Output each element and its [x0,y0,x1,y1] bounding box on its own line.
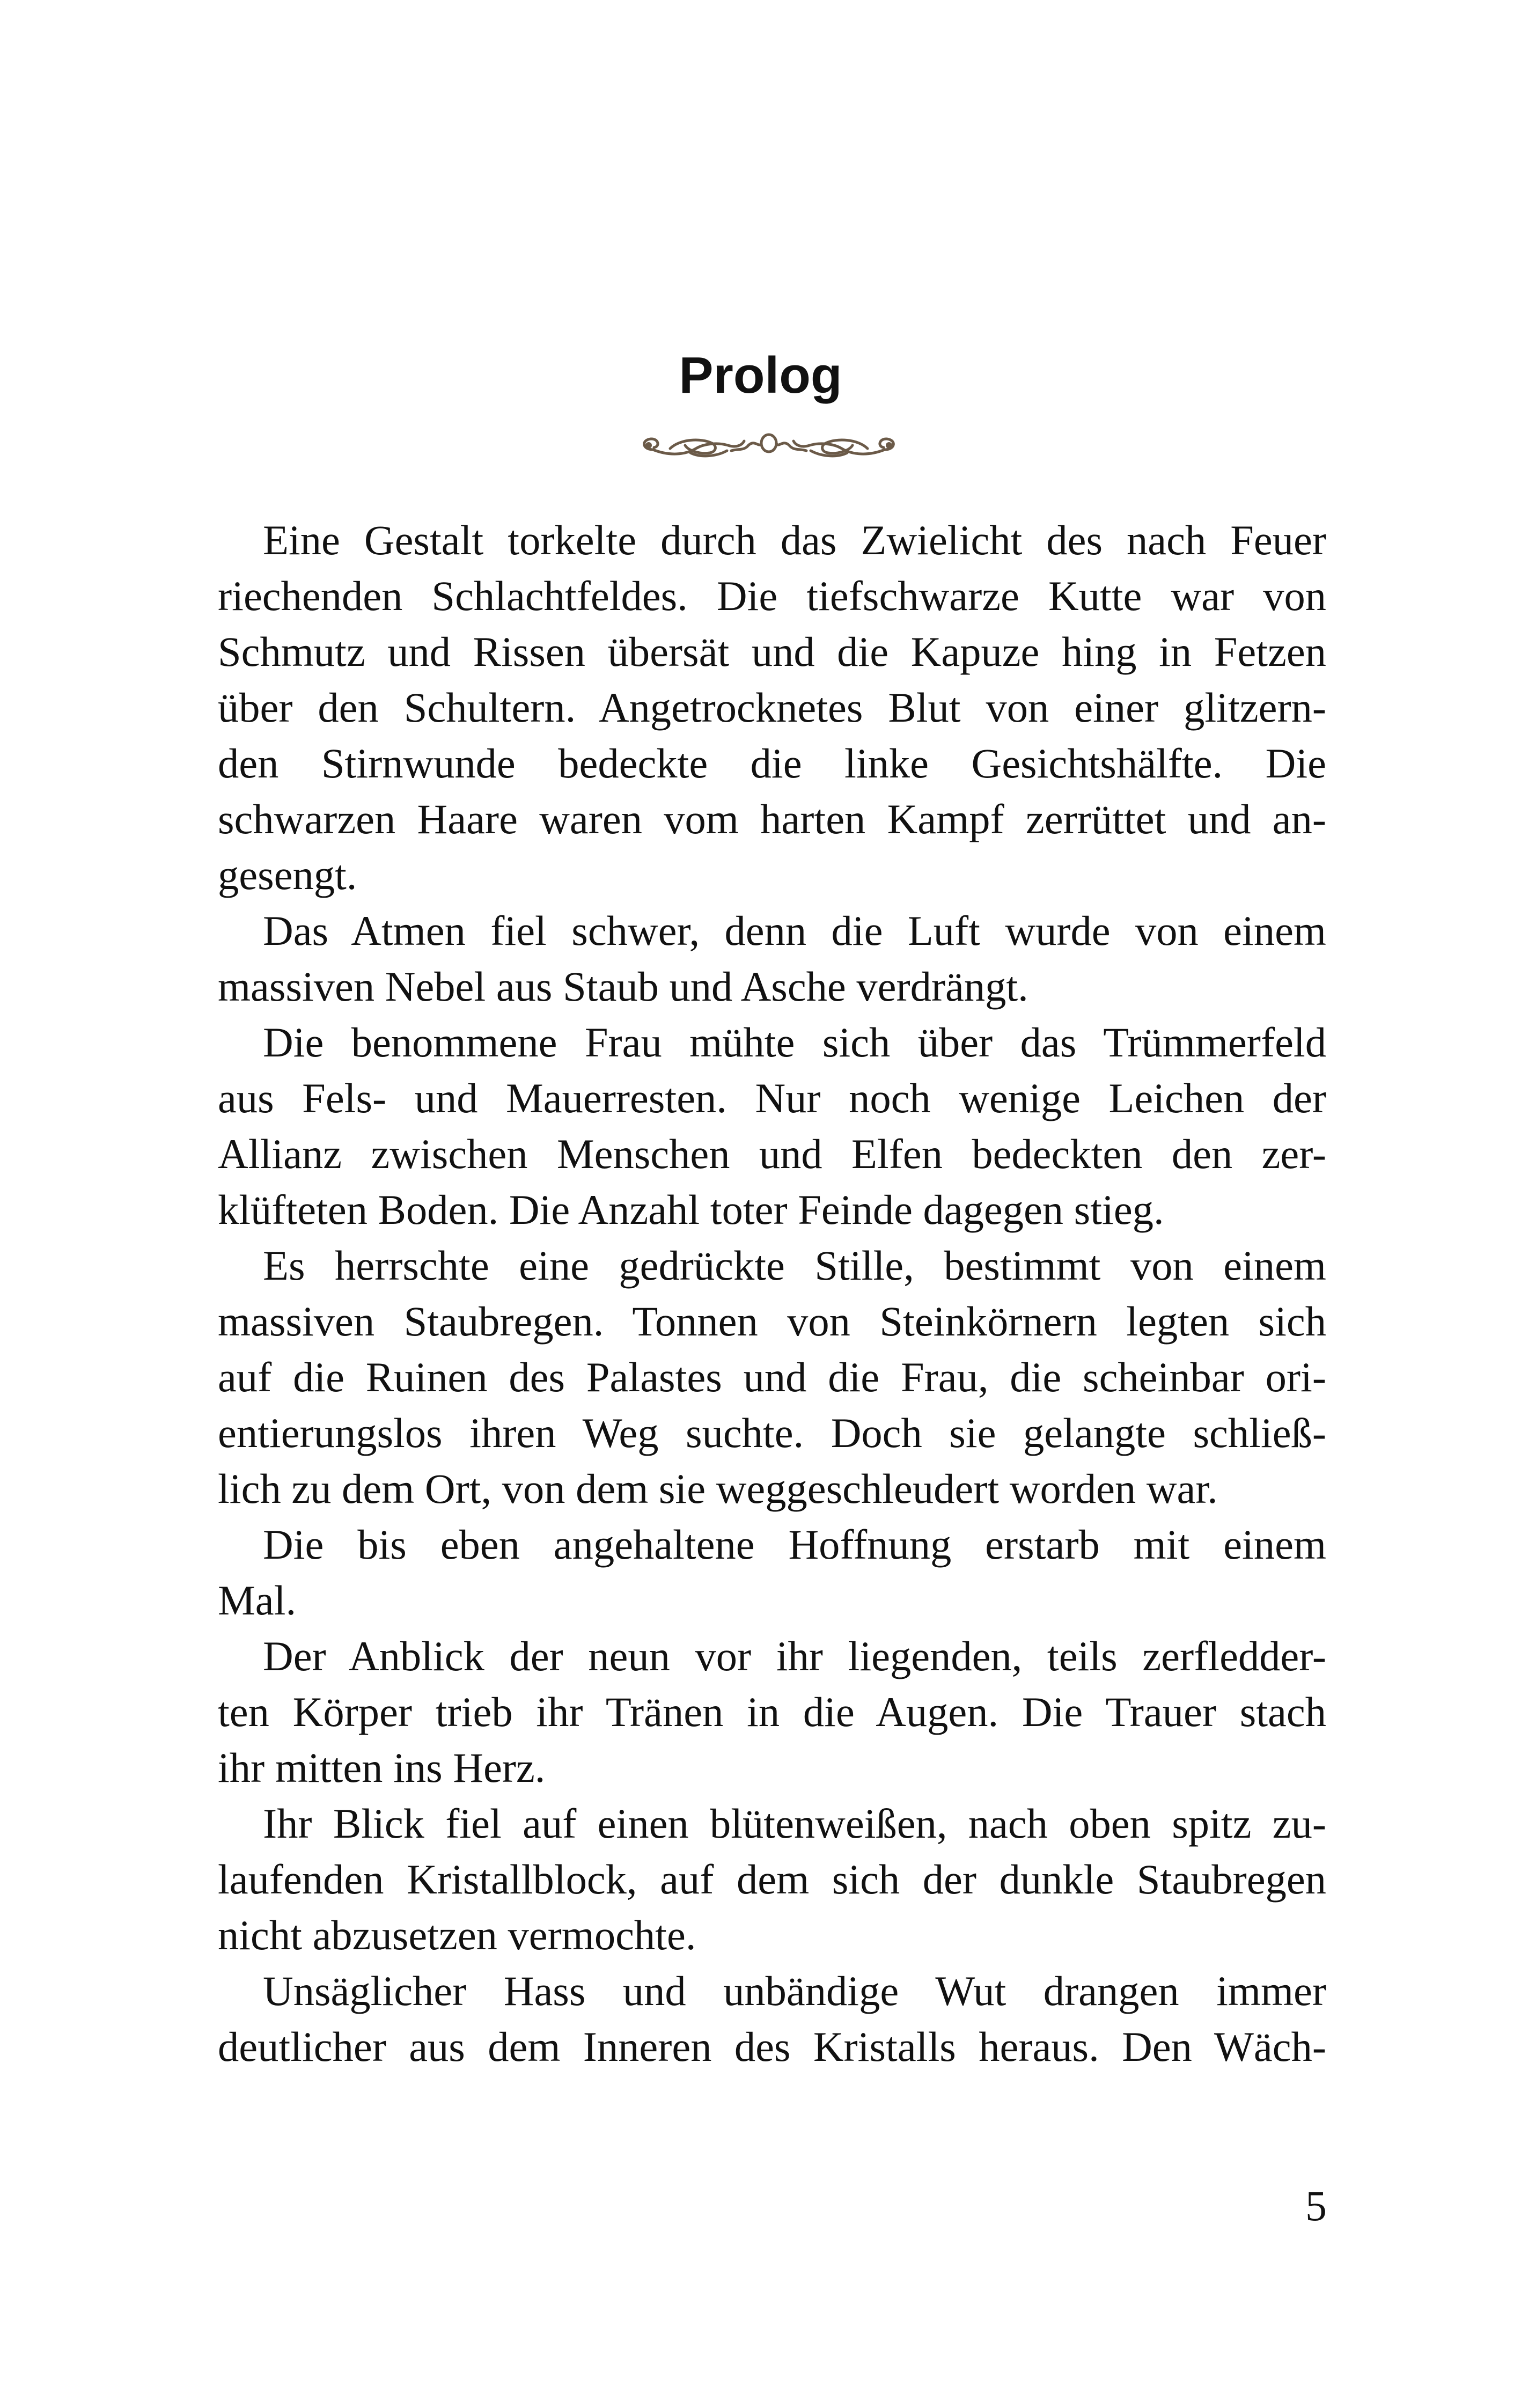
text-line: ihr mitten ins Herz. [218,1744,546,1791]
paragraph [218,1015,1326,1238]
page-number: 5 [1305,2183,1327,2230]
paragraph [218,1628,1326,1796]
text-line: Der Anblick der neun vor ihr liegenden, teils zerfledder- [263,1633,1326,1679]
text-line: Eine Gestalt torkelte durch das Zwielicht des nach Feuer [263,517,1326,563]
paragraph [218,1517,1326,1628]
text-line: Unsäglicher Hass und unbändige Wut drangen immer [263,1967,1326,2014]
text-line: aus Fels- und Mauerresten. Nur noch wenige Leichen der [218,1075,1326,1121]
text-line: Mal. [218,1577,297,1624]
text-line: nicht abzusetzen vermochte. [218,1912,696,1958]
text-line: Die benommene Frau mühte sich über das Trümmerfeld [263,1019,1326,1066]
paragraph [218,512,1326,903]
text-line: Das Atmen fiel schwer, denn die Luft wurde von einem [263,907,1326,954]
paragraph [218,1963,1326,2075]
text-line: entierungslos ihren Weg suchte. Doch sie gelangte schließ- [218,1409,1326,1456]
text-line: Die bis eben angehaltene Hoffnung erstarb mit einem [263,1521,1326,1568]
text-line: Ihr Blick fiel auf einen blütenweißen, nach oben spitz zu- [263,1800,1326,1847]
text-line: laufenden Kristallblock, auf dem sich der dunkle Staubregen [218,1856,1326,1903]
page-title: Prolog [679,347,842,404]
text-line: Schmutz und Rissen übersät und die Kapuze hing in Fetzen [218,628,1326,675]
text-line: massiven Nebel aus Staub und Asche verdrängt. [218,963,1028,1010]
paragraph [218,1796,1326,1963]
paragraph [218,1238,1326,1517]
text-line: Es herrschte eine gedrückte Stille, bestimmt von einem [263,1242,1326,1289]
scroll-flourish-icon [637,429,901,467]
text-line: ten Körper trieb ihr Tränen in die Augen. Die Trauer stach [218,1688,1326,1735]
text-line: gesengt. [218,851,357,898]
body-text [218,512,1326,2075]
text-line: lich zu dem Ort, von dem sie weggeschleudert worden war. [218,1465,1218,1512]
text-line: schwarzen Haare waren vom harten Kampf zerrüttet und an- [218,796,1326,842]
text-line: auf die Ruinen des Palastes und die Frau, die scheinbar ori- [218,1354,1326,1400]
text-line: deutlicher aus dem Inneren des Kristalls heraus. Den Wäch- [218,2023,1326,2070]
text-line: den Stirnwunde bedeckte die linke Gesichtshälfte. Die [218,740,1326,787]
text-line: klüfteten Boden. Die Anzahl toter Feinde dagegen stieg. [218,1186,1164,1233]
text-line: Allianz zwischen Menschen und Elfen bedeckten den zer- [218,1130,1326,1177]
text-line: massiven Staubregen. Tonnen von Steinkörnern legten sich [218,1298,1326,1345]
paragraph [218,903,1326,1015]
text-line: über den Schultern. Angetrocknetes Blut von einer glitzern- [218,684,1326,731]
text-line: riechenden Schlachtfeldes. Die tiefschwarze Kutte war von [218,572,1326,619]
